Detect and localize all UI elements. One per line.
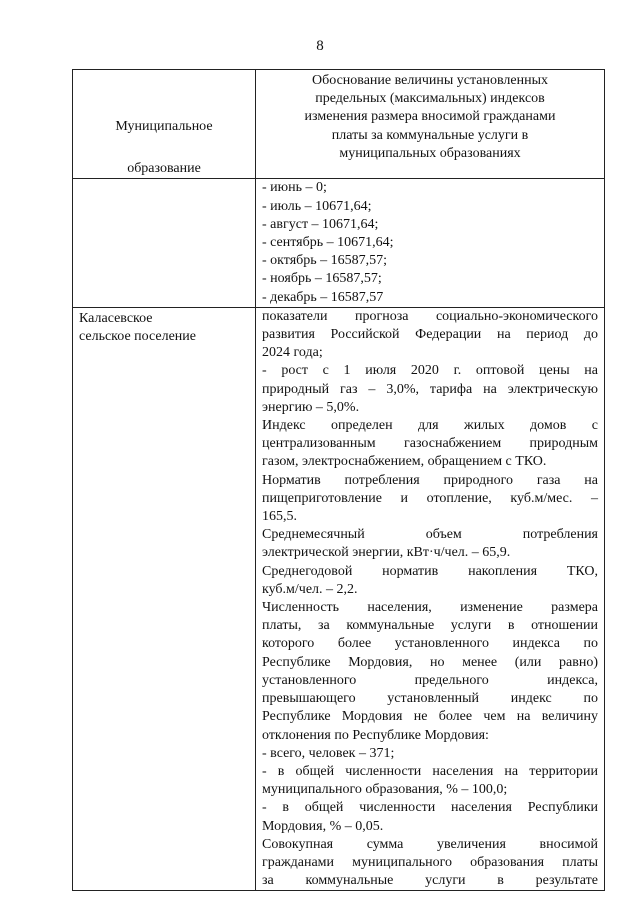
- text-line: Норматив потребления природного газа на: [262, 472, 598, 488]
- text-line: предельных (максимальных) индексов: [315, 91, 545, 107]
- text-line: Республике Мордовия не более чем на величину: [262, 709, 598, 725]
- text-line: - ноябрь – 16587,57;: [262, 271, 382, 287]
- page-number: 8: [316, 38, 324, 54]
- text-line: которого более установленного индекса по: [262, 636, 598, 652]
- text-line: гражданами муниципального образования платы: [262, 854, 598, 870]
- text-line: платы за коммунальные услуги в: [331, 127, 529, 143]
- text-line: - август – 10671,64;: [262, 216, 379, 232]
- text-line: - июль – 10671,64;: [262, 198, 372, 214]
- text-line: 2024 года;: [262, 345, 323, 361]
- text-line: природный газ – 3,0%, тарифа на электрическую: [262, 381, 598, 397]
- text-line: за коммунальные услуги в результате: [262, 873, 598, 889]
- text-line: Мордовия, % – 0,05.: [262, 818, 384, 834]
- text-line: - в общей численности населения Республики: [262, 800, 598, 816]
- text-line: Индекс определен для жилых домов с: [262, 418, 598, 434]
- text-line: - сентябрь – 10671,64;: [262, 235, 394, 251]
- text-line: - июнь – 0;: [262, 180, 327, 196]
- text-line: энергию – 5,0%.: [262, 399, 360, 415]
- table-row: [73, 307, 605, 891]
- text-line: Численность населения, изменение размера: [262, 600, 598, 616]
- text-line: превышающего установленный индекс по: [262, 691, 598, 707]
- text-line: газом, электроснабжением, обращением с ТКО.: [262, 454, 547, 470]
- text-line: - декабрь – 16587,57: [262, 289, 384, 305]
- text-line: Республике Мордовия, но менее (или равно): [262, 654, 598, 670]
- text-line: муниципальных образованиях: [339, 145, 521, 161]
- text-line: сельское поселение: [79, 329, 196, 345]
- text-line: - в общей численности населения на территории: [262, 763, 598, 779]
- text-line: развития Российской Федерации на период до: [262, 327, 598, 343]
- table-row: [73, 179, 605, 307]
- text-line: Совокупная сумма увеличения вносимой: [262, 836, 598, 852]
- text-line: 165,5.: [262, 509, 297, 525]
- text-line: Каласевское: [79, 310, 153, 326]
- text-line: установленного предельного индекса,: [262, 672, 598, 688]
- row1-municipality: [73, 179, 256, 307]
- row2-justification: [256, 307, 605, 891]
- header-justification: [256, 70, 605, 179]
- row2-municipality: [73, 307, 256, 891]
- text-line: Среднегодовой норматив накопления ТКО,: [262, 563, 598, 579]
- text-line: муниципального образования, % – 100,0;: [262, 782, 508, 798]
- index-justification-table: [72, 69, 605, 891]
- text-line: Муниципальное: [115, 119, 213, 134]
- text-line: изменения размера вносимой гражданами: [304, 109, 556, 125]
- text-line: образование: [127, 161, 201, 177]
- text-line: пищеприготовление и отопление, куб.м/мес. –: [262, 490, 598, 506]
- table-header-row: [73, 70, 605, 179]
- text-line: показатели прогноза социально-экономического: [262, 308, 598, 324]
- text-line: платы, за коммунальные услуги в отношении: [262, 618, 598, 634]
- header-municipality: [73, 70, 256, 179]
- text-line: - рост с 1 июля 2020 г. оптовой цены на: [262, 363, 598, 379]
- text-line: куб.м/чел. – 2,2.: [262, 581, 358, 597]
- text-line: Обоснование величины установленных: [311, 73, 548, 88]
- text-line: Среднемесячный объем потребления: [262, 527, 598, 543]
- row1-justification: [256, 179, 605, 307]
- text-line: отклонения по Республике Мордовия:: [262, 727, 489, 743]
- text-line: - октябрь – 16587,57;: [262, 253, 388, 269]
- text-line: электрической энергии, кВт·ч/чел. – 65,9.: [262, 545, 511, 561]
- text-line: - всего, человек – 371;: [262, 745, 395, 761]
- text-line: централизованным газоснабжением природным: [262, 436, 598, 452]
